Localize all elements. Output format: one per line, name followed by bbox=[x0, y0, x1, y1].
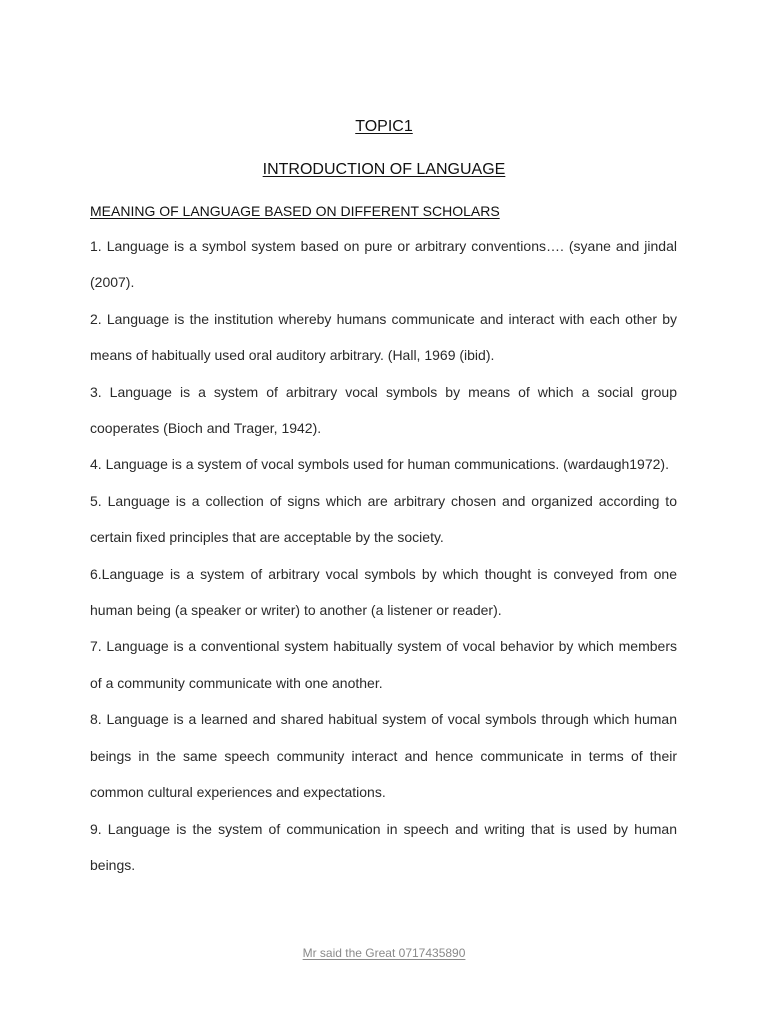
definitions-list bbox=[90, 228, 677, 883]
definition-item-4: 4. Language is a system of vocal symbols used for human communications. (wardaugh1972). bbox=[90, 456, 669, 473]
definition-item-1: 1. Language is a symbol system based on pure or arbitrary conventions…. (syane and jindal (2007). bbox=[90, 238, 677, 291]
definition-item-9: 9. Language is the system of communication in speech and writing that is used by human beings. bbox=[90, 820, 677, 873]
footer-credit: Mr said the Great 0717435890 bbox=[302, 946, 466, 960]
section-heading: MEANING OF LANGUAGE BASED ON DIFFERENT SCHOLARS bbox=[90, 203, 500, 219]
definition-item-7: 7. Language is a conventional system habitually system of vocal behavior by which members of a community communicate with one another. bbox=[90, 638, 677, 691]
definition-item-3: 3. Language is a system of arbitrary vocal symbols by means of which a social group cooperates (Bioch and Trager, 1942). bbox=[90, 383, 677, 437]
definition-item-8: 8. Language is a learned and shared habitual system of vocal symbols through which human beings in the same speech community interact and hence communicate in terms of their common cultural experiences and expectations. bbox=[90, 711, 677, 801]
definition-item-2: 2. Language is the institution whereby humans communicate and interact with each other by means of habitually used oral auditory arbitrary. (Hall, 1969 (ibid). bbox=[90, 310, 677, 364]
topic-title: TOPIC1 bbox=[355, 118, 413, 135]
document-title: INTRODUCTION OF LANGUAGE bbox=[262, 161, 506, 178]
definition-item-6: 6.Language is a system of arbitrary vocal symbols by which thought is conveyed from one human being (a speaker or writer) to another (a listener or reader). bbox=[90, 565, 677, 619]
definition-item-5: 5. Language is a collection of signs which are arbitrary chosen and organized according to certain fixed principles that are acceptable by the society. bbox=[90, 492, 677, 546]
